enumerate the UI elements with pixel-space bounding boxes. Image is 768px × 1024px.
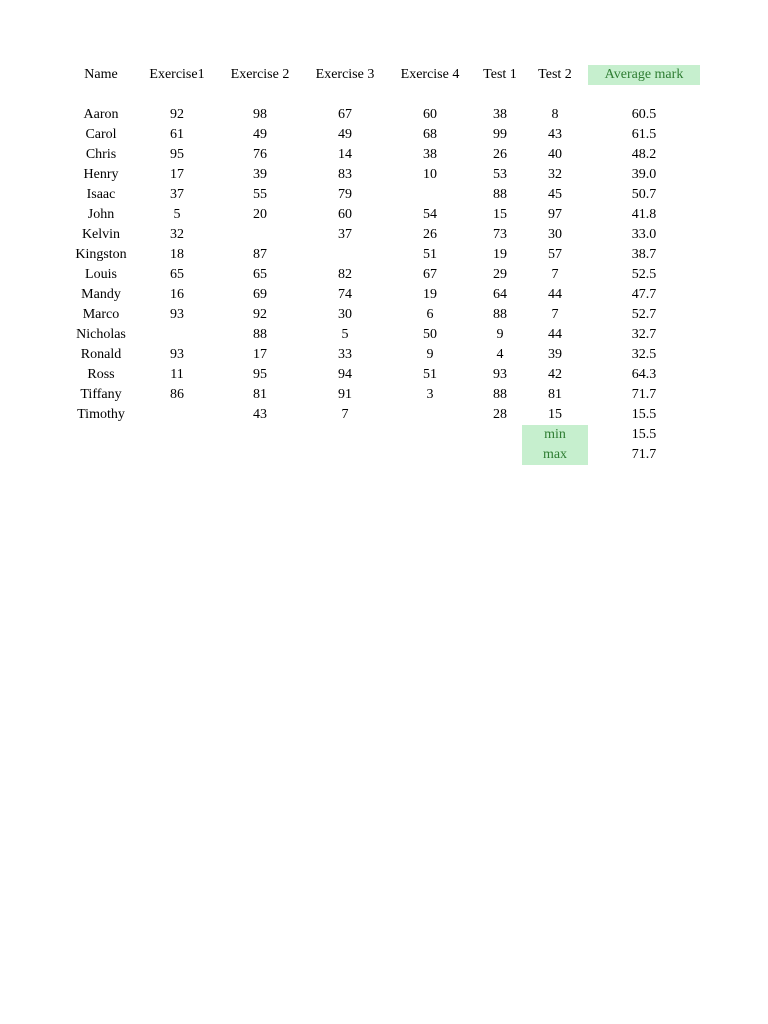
exercise-3-cell[interactable]: 49 xyxy=(338,127,352,142)
table-row xyxy=(60,265,700,285)
summary-row xyxy=(60,445,700,465)
empty-row xyxy=(60,85,700,105)
test-2-cell[interactable]: 15 xyxy=(548,407,562,422)
exercise-1-cell[interactable]: 93 xyxy=(170,307,184,322)
summary-label-max[interactable]: max xyxy=(522,445,588,465)
student-name-cell[interactable]: Henry xyxy=(83,167,119,182)
test-1-cell[interactable]: 29 xyxy=(493,267,507,282)
exercise-2-cell[interactable]: 92 xyxy=(253,307,267,322)
exercise-1-cell[interactable]: 65 xyxy=(170,267,184,282)
student-name-cell[interactable]: Mandy xyxy=(81,287,121,302)
empty-cell[interactable] xyxy=(478,425,522,445)
test-1-cell[interactable]: 88 xyxy=(493,307,507,322)
exercise-4-cell[interactable]: 26 xyxy=(423,227,437,242)
average-mark-cell[interactable]: 15.5 xyxy=(631,407,657,422)
test-1-cell[interactable]: 73 xyxy=(493,227,507,242)
average-mark-cell[interactable]: 33.0 xyxy=(631,227,657,242)
average-mark-cell[interactable]: 32.5 xyxy=(631,347,657,362)
student-name-cell[interactable]: Ronald xyxy=(80,347,122,362)
test-1-cell[interactable]: 28 xyxy=(493,407,507,422)
student-name-cell[interactable]: Aaron xyxy=(83,107,119,122)
test-2-cell[interactable]: 44 xyxy=(548,327,562,342)
header-row xyxy=(60,65,700,85)
test-1-cell[interactable]: 4 xyxy=(496,347,504,362)
test-2-cell[interactable]: 7 xyxy=(551,267,559,282)
test-2-cell[interactable]: 43 xyxy=(548,127,562,142)
empty-cell[interactable] xyxy=(382,85,478,105)
test-2-cell[interactable]: 45 xyxy=(548,187,562,202)
test-2-cell[interactable]: 97 xyxy=(548,207,562,222)
table-row xyxy=(60,225,700,245)
exercise-3-cell[interactable]: 37 xyxy=(338,227,352,242)
table-row xyxy=(60,345,700,365)
student-name-cell[interactable]: Kelvin xyxy=(81,227,121,242)
empty-cell[interactable] xyxy=(478,85,522,105)
student-name-cell[interactable]: Tiffany xyxy=(80,387,122,402)
header-name[interactable]: Name xyxy=(84,67,118,82)
average-mark-cell[interactable]: 38.7 xyxy=(631,247,657,262)
test-1-cell[interactable]: 64 xyxy=(493,287,507,302)
exercise-3-cell[interactable]: 33 xyxy=(338,347,352,362)
exercise-4-cell[interactable]: 67 xyxy=(423,267,437,282)
exercise-1-cell[interactable]: 17 xyxy=(170,167,184,182)
exercise-1-cell[interactable]: 5 xyxy=(173,207,181,222)
average-mark-cell[interactable]: 41.8 xyxy=(631,207,657,222)
spreadsheet xyxy=(60,65,700,465)
table-row xyxy=(60,305,700,325)
exercise-4-cell[interactable]: 60 xyxy=(423,107,437,122)
empty-cell[interactable] xyxy=(212,85,308,105)
student-name-cell[interactable]: Timothy xyxy=(77,407,125,422)
exercise-3-cell[interactable]: 60 xyxy=(338,207,352,222)
average-mark-cell[interactable]: 52.5 xyxy=(631,267,657,282)
exercise-3-cell[interactable]: 7 xyxy=(341,407,349,422)
exercise-1-cell[interactable]: 16 xyxy=(170,287,184,302)
exercise-3-cell[interactable]: 82 xyxy=(338,267,352,282)
exercise-2-cell[interactable]: 39 xyxy=(253,167,267,182)
average-mark-cell[interactable]: 60.5 xyxy=(631,107,657,122)
empty-cell[interactable] xyxy=(522,85,588,105)
empty-cell[interactable] xyxy=(478,445,522,465)
header-exercise-3[interactable]: Exercise 3 xyxy=(315,67,375,82)
exercise-4-cell[interactable]: 68 xyxy=(423,127,437,142)
test-2-cell[interactable]: 81 xyxy=(548,387,562,402)
empty-cell[interactable] xyxy=(382,425,478,445)
exercise-1-cell[interactable]: 92 xyxy=(170,107,184,122)
header-exercise-2[interactable]: Exercise 2 xyxy=(230,67,290,82)
exercise-2-cell[interactable]: 95 xyxy=(253,367,267,382)
empty-cell[interactable] xyxy=(142,445,212,465)
test-1-cell[interactable]: 88 xyxy=(493,387,507,402)
empty-cell[interactable] xyxy=(60,425,142,445)
average-mark-cell[interactable]: 61.5 xyxy=(631,127,657,142)
test-2-cell[interactable]: 30 xyxy=(548,227,562,242)
test-1-cell[interactable]: 26 xyxy=(493,147,507,162)
header-exercise-1[interactable]: Exercise1 xyxy=(149,67,205,82)
empty-cell[interactable] xyxy=(142,85,212,105)
empty-cell[interactable] xyxy=(308,445,382,465)
test-2-cell[interactable]: 32 xyxy=(548,167,562,182)
exercise-2-cell[interactable]: 69 xyxy=(253,287,267,302)
table-row xyxy=(60,325,700,345)
empty-cell[interactable] xyxy=(308,85,382,105)
header-average-mark[interactable]: Average mark xyxy=(588,65,700,85)
exercise-2-cell[interactable]: 81 xyxy=(253,387,267,402)
exercise-4-cell[interactable] xyxy=(382,185,478,205)
average-mark-cell[interactable]: 50.7 xyxy=(631,187,657,202)
exercise-2-cell[interactable]: 43 xyxy=(253,407,267,422)
table-row xyxy=(60,245,700,265)
exercise-1-cell[interactable]: 18 xyxy=(170,247,184,262)
average-mark-cell[interactable]: 48.2 xyxy=(631,147,657,162)
header-test-2[interactable]: Test 2 xyxy=(538,67,572,82)
empty-cell[interactable] xyxy=(588,85,700,105)
exercise-2-cell[interactable]: 20 xyxy=(253,207,267,222)
exercise-1-cell[interactable]: 11 xyxy=(170,367,184,382)
exercise-2-cell[interactable]: 17 xyxy=(253,347,267,362)
exercise-3-cell[interactable]: 14 xyxy=(338,147,352,162)
marks-table xyxy=(60,65,700,465)
exercise-2-cell[interactable]: 98 xyxy=(253,107,267,122)
test-1-cell[interactable]: 53 xyxy=(493,167,507,182)
exercise-1-cell[interactable]: 32 xyxy=(170,227,184,242)
test-1-cell[interactable]: 15 xyxy=(493,207,507,222)
average-mark-cell[interactable]: 52.7 xyxy=(631,307,657,322)
exercise-1-cell[interactable]: 95 xyxy=(170,147,184,162)
exercise-3-cell[interactable]: 5 xyxy=(341,327,349,342)
student-name-cell[interactable]: Nicholas xyxy=(76,327,126,342)
exercise-4-cell[interactable]: 50 xyxy=(423,327,437,342)
exercise-4-cell[interactable]: 38 xyxy=(423,147,437,162)
exercise-2-cell[interactable]: 76 xyxy=(253,147,267,162)
exercise-1-cell[interactable] xyxy=(142,325,212,345)
student-name-cell[interactable]: Ross xyxy=(87,367,115,382)
exercise-1-cell[interactable]: 86 xyxy=(170,387,184,402)
table-row xyxy=(60,145,700,165)
test-2-cell[interactable]: 40 xyxy=(548,147,562,162)
exercise-4-cell[interactable]: 51 xyxy=(423,367,437,382)
exercise-1-cell[interactable]: 37 xyxy=(170,187,184,202)
exercise-3-cell[interactable]: 91 xyxy=(338,387,352,402)
empty-cell[interactable] xyxy=(212,425,308,445)
test-2-cell[interactable]: 39 xyxy=(548,347,562,362)
exercise-2-cell[interactable] xyxy=(212,225,308,245)
table-row xyxy=(60,365,700,385)
student-name-cell[interactable]: Marco xyxy=(82,307,120,322)
exercise-3-cell[interactable]: 74 xyxy=(338,287,352,302)
student-name-cell[interactable]: Isaac xyxy=(86,187,116,202)
average-mark-cell[interactable]: 71.7 xyxy=(631,387,657,402)
exercise-3-cell[interactable]: 67 xyxy=(338,107,352,122)
exercise-4-cell[interactable]: 10 xyxy=(423,167,437,182)
exercise-4-cell[interactable]: 54 xyxy=(423,207,437,222)
exercise-3-cell[interactable]: 83 xyxy=(338,167,352,182)
exercise-2-cell[interactable]: 87 xyxy=(253,247,267,262)
header-exercise-4[interactable]: Exercise 4 xyxy=(400,67,460,82)
exercise-2-cell[interactable]: 49 xyxy=(253,127,267,142)
exercise-4-cell[interactable]: 6 xyxy=(426,307,434,322)
exercise-4-cell[interactable]: 9 xyxy=(426,347,434,362)
exercise-4-cell[interactable]: 19 xyxy=(423,287,437,302)
table-row xyxy=(60,185,700,205)
header-test-1[interactable]: Test 1 xyxy=(483,67,517,82)
student-name-cell[interactable]: Carol xyxy=(85,127,117,142)
average-mark-cell[interactable]: 47.7 xyxy=(631,287,657,302)
student-name-cell[interactable]: Louis xyxy=(85,267,117,282)
table-row xyxy=(60,285,700,305)
test-1-cell[interactable]: 19 xyxy=(493,247,507,262)
empty-cell[interactable] xyxy=(60,85,142,105)
empty-cell[interactable] xyxy=(308,425,382,445)
exercise-4-cell[interactable] xyxy=(382,405,478,425)
exercise-3-cell[interactable] xyxy=(308,245,382,265)
exercise-1-cell[interactable]: 93 xyxy=(170,347,184,362)
table-row xyxy=(60,105,700,125)
table-row xyxy=(60,125,700,145)
average-mark-cell[interactable]: 64.3 xyxy=(631,367,657,382)
empty-cell[interactable] xyxy=(142,425,212,445)
exercise-2-cell[interactable]: 55 xyxy=(253,187,267,202)
test-2-cell[interactable]: 57 xyxy=(548,247,562,262)
table-row xyxy=(60,205,700,225)
test-1-cell[interactable]: 99 xyxy=(493,127,507,142)
summary-value-max[interactable]: 71.7 xyxy=(631,447,657,462)
exercise-3-cell[interactable]: 79 xyxy=(338,187,352,202)
exercise-1-cell[interactable] xyxy=(142,405,212,425)
summary-label-min[interactable]: min xyxy=(522,425,588,445)
test-1-cell[interactable]: 93 xyxy=(493,367,507,382)
table-row xyxy=(60,385,700,405)
student-name-cell[interactable]: Chris xyxy=(85,147,117,162)
exercise-4-cell[interactable]: 3 xyxy=(426,387,434,402)
test-2-cell[interactable]: 42 xyxy=(548,367,562,382)
summary-row xyxy=(60,425,700,445)
empty-cell[interactable] xyxy=(60,445,142,465)
table-row xyxy=(60,165,700,185)
empty-cell[interactable] xyxy=(212,445,308,465)
test-2-cell[interactable]: 7 xyxy=(551,307,559,322)
student-name-cell[interactable]: John xyxy=(87,207,115,222)
test-1-cell[interactable]: 88 xyxy=(493,187,507,202)
average-mark-cell[interactable]: 32.7 xyxy=(631,327,657,342)
average-mark-cell[interactable]: 39.0 xyxy=(631,167,657,182)
test-2-cell[interactable]: 44 xyxy=(548,287,562,302)
empty-cell[interactable] xyxy=(382,445,478,465)
exercise-2-cell[interactable]: 88 xyxy=(253,327,267,342)
student-name-cell[interactable]: Kingston xyxy=(75,247,127,262)
exercise-2-cell[interactable]: 65 xyxy=(253,267,267,282)
test-1-cell[interactable]: 9 xyxy=(496,327,504,342)
test-2-cell[interactable]: 8 xyxy=(551,107,559,122)
summary-value-min[interactable]: 15.5 xyxy=(631,427,657,442)
exercise-3-cell[interactable]: 94 xyxy=(338,367,352,382)
exercise-4-cell[interactable]: 51 xyxy=(423,247,437,262)
exercise-1-cell[interactable]: 61 xyxy=(170,127,184,142)
test-1-cell[interactable]: 38 xyxy=(493,107,507,122)
table-row xyxy=(60,405,700,425)
exercise-3-cell[interactable]: 30 xyxy=(338,307,352,322)
